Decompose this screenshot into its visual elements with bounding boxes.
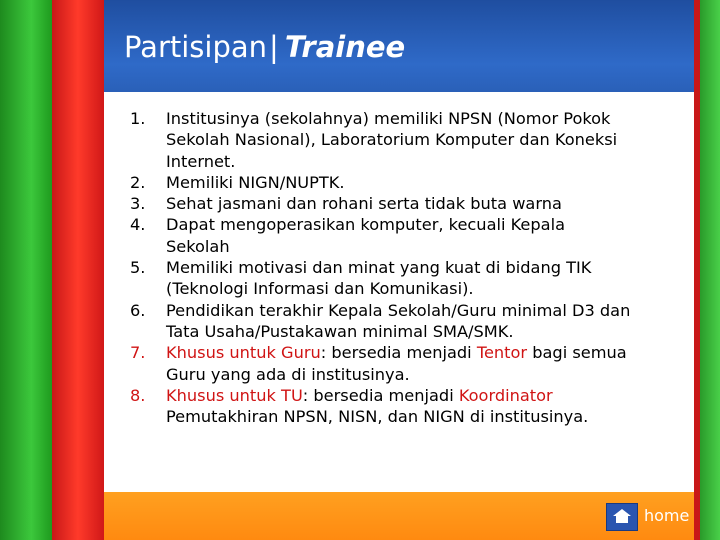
slide-title	[124, 30, 405, 64]
requirements-list	[124, 108, 714, 427]
item-line	[166, 385, 714, 406]
item-line: (Teknologi Informasi dan Komunikasi).	[166, 279, 474, 299]
home-icon	[612, 508, 632, 524]
item-number: 5.	[130, 258, 146, 278]
list-item	[124, 385, 714, 428]
item-line: Institusinya (sekolahnya) memiliki NPSN (Nomor Pokok	[166, 109, 611, 128]
item-line: Guru yang ada di institusinya.	[166, 364, 410, 384]
title-separator: |	[269, 30, 279, 64]
list-item	[124, 214, 714, 257]
item-number: 7.	[130, 343, 146, 363]
left-green-stripe	[0, 0, 52, 540]
item-line: Sekolah Nasional), Laboratorium Komputer dan Koneksi	[166, 130, 618, 150]
item-line: Dapat mengoperasikan komputer, kecuali Kepala	[166, 215, 566, 235]
highlight-text: Khusus untuk Guru	[166, 343, 321, 363]
list-item	[124, 193, 714, 214]
item-line: Sehat jasmani dan rohani serta tidak buta warna	[166, 194, 562, 214]
home-label[interactable]: home	[644, 506, 690, 525]
list-item	[124, 300, 714, 343]
item-line: Pemutakhiran NPSN, NISN, dan NIGN di institusinya.	[166, 407, 589, 427]
item-text: : bersedia menjadi	[320, 343, 477, 363]
item-line: Memiliki NIGN/NUPTK.	[166, 172, 345, 192]
list-item	[124, 342, 714, 385]
title-main: Partisipan	[124, 30, 268, 64]
highlight-text: Tentor	[476, 343, 528, 363]
item-number: 3.	[130, 194, 146, 214]
item-number: 6.	[130, 300, 146, 320]
item-number: 1.	[130, 109, 146, 128]
left-red-stripe	[52, 0, 104, 540]
list-item	[124, 108, 714, 172]
item-line: Internet.	[166, 151, 236, 171]
list-item	[124, 257, 714, 300]
title-sub: Trainee	[284, 30, 406, 64]
home-button[interactable]	[606, 503, 638, 531]
highlight-text: Khusus untuk TU	[166, 385, 303, 405]
list-item	[124, 172, 714, 193]
item-number: 8.	[130, 385, 146, 405]
item-number: 4.	[130, 215, 146, 235]
item-number: 2.	[130, 172, 146, 192]
item-line	[166, 342, 714, 363]
item-line: Sekolah	[166, 236, 230, 256]
item-text: : bersedia menjadi	[302, 385, 459, 405]
highlight-text: Koordinator	[458, 385, 553, 405]
item-line: Memiliki motivasi dan minat yang kuat di bidang TIK	[166, 258, 592, 278]
item-text: bagi semua	[527, 343, 627, 363]
item-line: Pendidikan terakhir Kepala Sekolah/Guru minimal D3 dan	[166, 300, 631, 320]
item-line: Tata Usaha/Pustakawan minimal SMA/SMK.	[166, 321, 514, 341]
